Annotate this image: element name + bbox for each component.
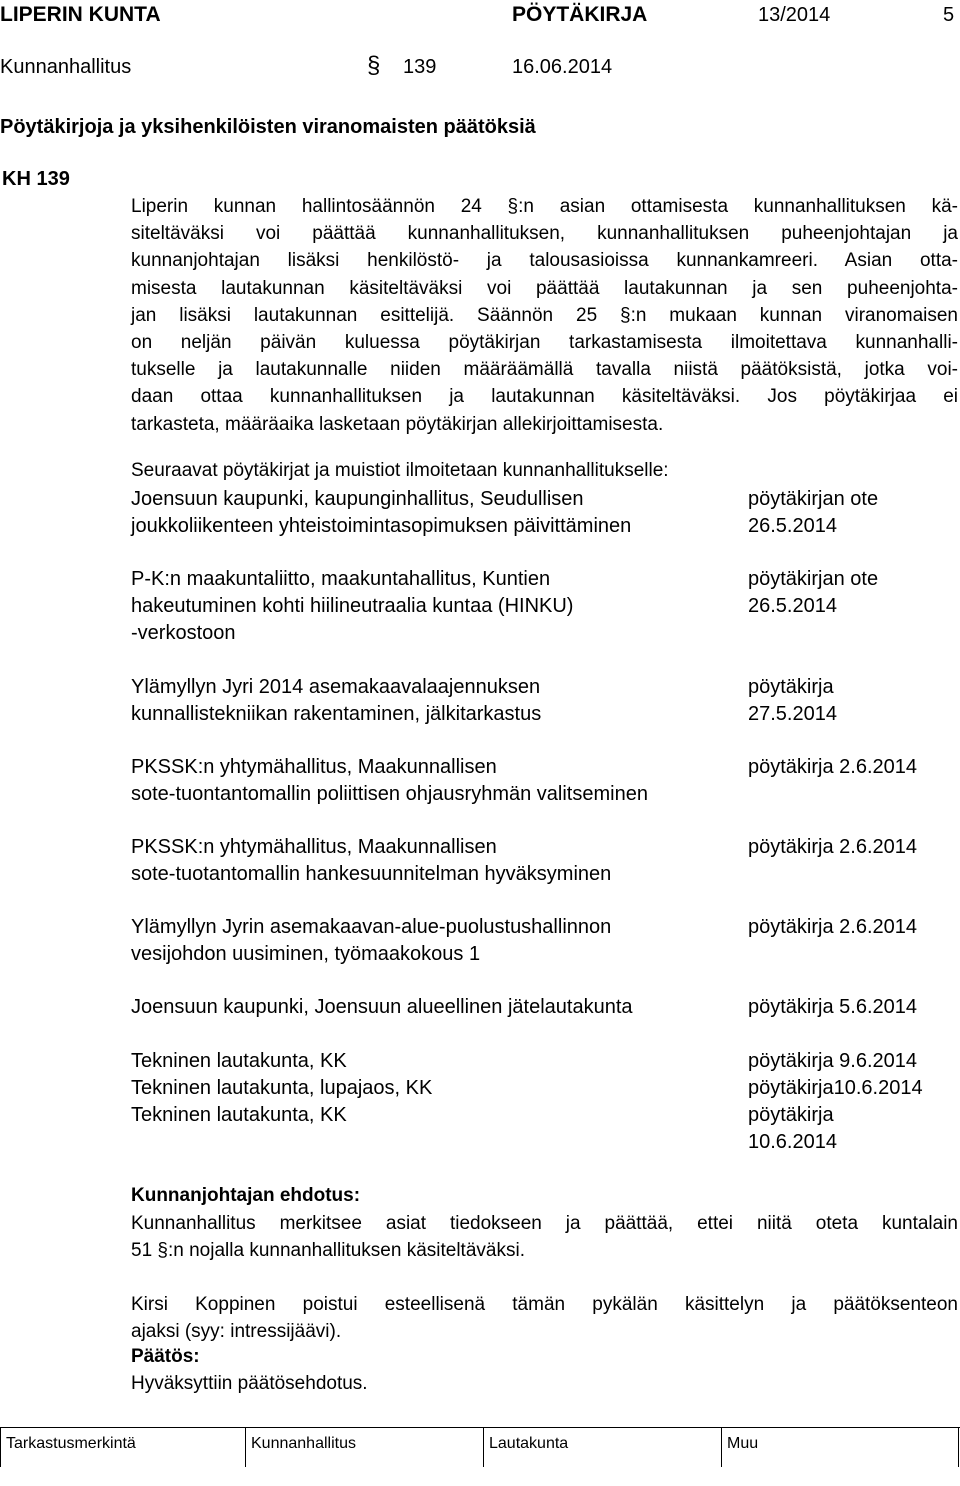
intro-line: daan ottaa kunnanhallituksen ja lautakunnan käsiteltäväksi. Jos pöytäkirjaa ei <box>131 386 958 408</box>
document-date: 26.5.2014 <box>748 515 837 537</box>
document-type: pöytäkirja <box>748 676 834 698</box>
document-desc: Tekninen lautakunta, lupajaos, KK <box>131 1077 433 1099</box>
document-desc: sote-tuontantomallin poliittisen ohjausryhmän valitseminen <box>131 783 648 805</box>
section-sign-icon: § <box>367 52 381 79</box>
document-desc: -verkostoon <box>131 622 236 644</box>
footer-cell-other: Muu <box>727 1435 759 1452</box>
intro-line: kunnanjohtajan lisäksi henkilöstö- ja talousasioissa kunnankamreeri. Asian otta- <box>131 250 958 272</box>
footer-separator <box>0 1427 1 1467</box>
document-date: 10.6.2014 <box>748 1131 837 1153</box>
document-number: 13/2014 <box>758 4 831 26</box>
disqualification-line: ajaksi (syy: intressijäävi). <box>131 1321 342 1343</box>
document-type: pöytäkirja10.6.2014 <box>748 1077 923 1099</box>
disqualification-paragraph <box>131 1291 958 1345</box>
footer-separator <box>958 1427 959 1467</box>
document-desc: Ylämyllyn Jyrin asemakaavan-alue-puolustushallinnon <box>131 916 612 938</box>
document-desc: Ylämyllyn Jyri 2014 asemakaavalaajennuksen <box>131 676 541 698</box>
document-type: pöytäkirja 5.6.2014 <box>748 996 918 1018</box>
intro-line: Liperin kunnan hallintosäännön 24 §:n asian ottamisesta kunnanhallituksen kä- <box>131 196 958 217</box>
intro-line: tarkasteta, määräaika lasketaan pöytäkirjan allekirjoittamisesta. <box>131 413 664 435</box>
document-desc: Joensuun kaupunki, Joensuun alueellinen jätelautakunta <box>131 996 633 1018</box>
footer-cell-inspection: Tarkastusmerkintä <box>6 1435 136 1452</box>
footer-separator <box>721 1427 722 1467</box>
document-type: pöytäkirjan ote <box>748 488 879 510</box>
footer-cell-board: Kunnanhallitus <box>251 1435 356 1452</box>
footer-cell-committee: Lautakunta <box>489 1435 569 1452</box>
document-desc: sote-tuotantomallin hankesuunnitelman hyväksyminen <box>131 863 612 885</box>
disqualification-line: Kirsi Koppinen poistui esteellisenä tämän pykälän käsittelyn ja päätöksenteon <box>131 1294 958 1315</box>
meeting-body: Kunnanhallitus <box>0 56 132 78</box>
document-desc: hakeutuminen kohti hiilineutraalia kuntaa (HINKU) <box>131 595 574 617</box>
page-number: 5 <box>943 4 955 26</box>
intro-line: tukselle ja lautakunnalle niiden määräämällä tavalla niistä päätöksistä, jotka voi- <box>131 359 958 381</box>
document-desc: Tekninen lautakunta, KK <box>131 1104 347 1126</box>
page-title: Pöytäkirjoja ja yksihenkilöisten viranomaisten päätöksiä <box>0 116 536 138</box>
meeting-date: 16.06.2014 <box>512 56 613 78</box>
intro-line: misesta lautakunnan käsiteltäväksi voi päättää lautakunnan ja sen puheenjohta- <box>131 277 958 299</box>
document-desc: PKSSK:n yhtymähallitus, Maakunnallisen <box>131 836 497 858</box>
proposal-line: 51 §:n nojalla kunnanhallituksen käsiteltäväksi. <box>131 1240 525 1262</box>
intro-line: siteltäväksi voi päättää kunnanhallituksen, kunnanhallituksen puheenjohtajan ja <box>131 223 958 245</box>
document-type: pöytäkirjan ote <box>748 568 879 590</box>
document-type: pöytäkirja 2.6.2014 <box>748 756 918 778</box>
footer-divider <box>0 1427 960 1428</box>
intro-paragraph <box>131 193 958 438</box>
proposal-paragraph <box>131 1210 958 1264</box>
decision-heading: Päätös: <box>131 1346 200 1367</box>
footer-separator <box>245 1427 246 1467</box>
document-type: pöytäkirja 9.6.2014 <box>748 1050 918 1072</box>
document-desc: joukkoliikenteen yhteistoimintasopimuksen päivittäminen <box>131 515 632 537</box>
document-type: pöytäkirja 2.6.2014 <box>748 916 918 938</box>
document-desc: PKSSK:n yhtymähallitus, Maakunnallisen <box>131 756 497 778</box>
document-desc: Tekninen lautakunta, KK <box>131 1050 347 1072</box>
decision-text: Hyväksyttiin päätösehdotus. <box>131 1373 368 1394</box>
footer-separator <box>483 1427 484 1467</box>
document-date: 27.5.2014 <box>748 703 837 725</box>
municipality-name: LIPERIN KUNTA <box>0 3 161 26</box>
document-desc: Joensuun kaupunki, kaupunginhallitus, Seudullisen <box>131 488 584 510</box>
document-desc: kunnallistekniikan rakentaminen, jälkitarkastus <box>131 703 542 725</box>
item-code: KH 139 <box>2 168 70 190</box>
document-date: 26.5.2014 <box>748 595 837 617</box>
intro-line: on neljän päivän kuluessa pöytäkirjan tarkastamisesta ilmoitettava kunnanhalli- <box>131 332 958 354</box>
document-type: pöytäkirja <box>748 1104 834 1126</box>
document-desc: P-K:n maakuntaliitto, maakuntahallitus, Kuntien <box>131 568 551 590</box>
document-type: pöytäkirja 2.6.2014 <box>748 836 918 858</box>
proposal-heading: Kunnanjohtajan ehdotus: <box>131 1185 361 1206</box>
list-intro: Seuraavat pöytäkirjat ja muistiot ilmoitetaan kunnanhallitukselle: <box>131 460 669 481</box>
proposal-line: Kunnanhallitus merkitsee asiat tiedokseen ja päättää, ettei niitä oteta kuntalain <box>131 1213 958 1234</box>
document-type: PÖYTÄKIRJA <box>512 3 648 26</box>
intro-line: jan lisäksi lautakunnan esittelijä. Säännön 25 §:n mukaan kunnan viranomaisen <box>131 304 958 326</box>
document-desc: vesijohdon uusiminen, työmaakokous 1 <box>131 943 481 965</box>
section-number: 139 <box>403 56 437 78</box>
